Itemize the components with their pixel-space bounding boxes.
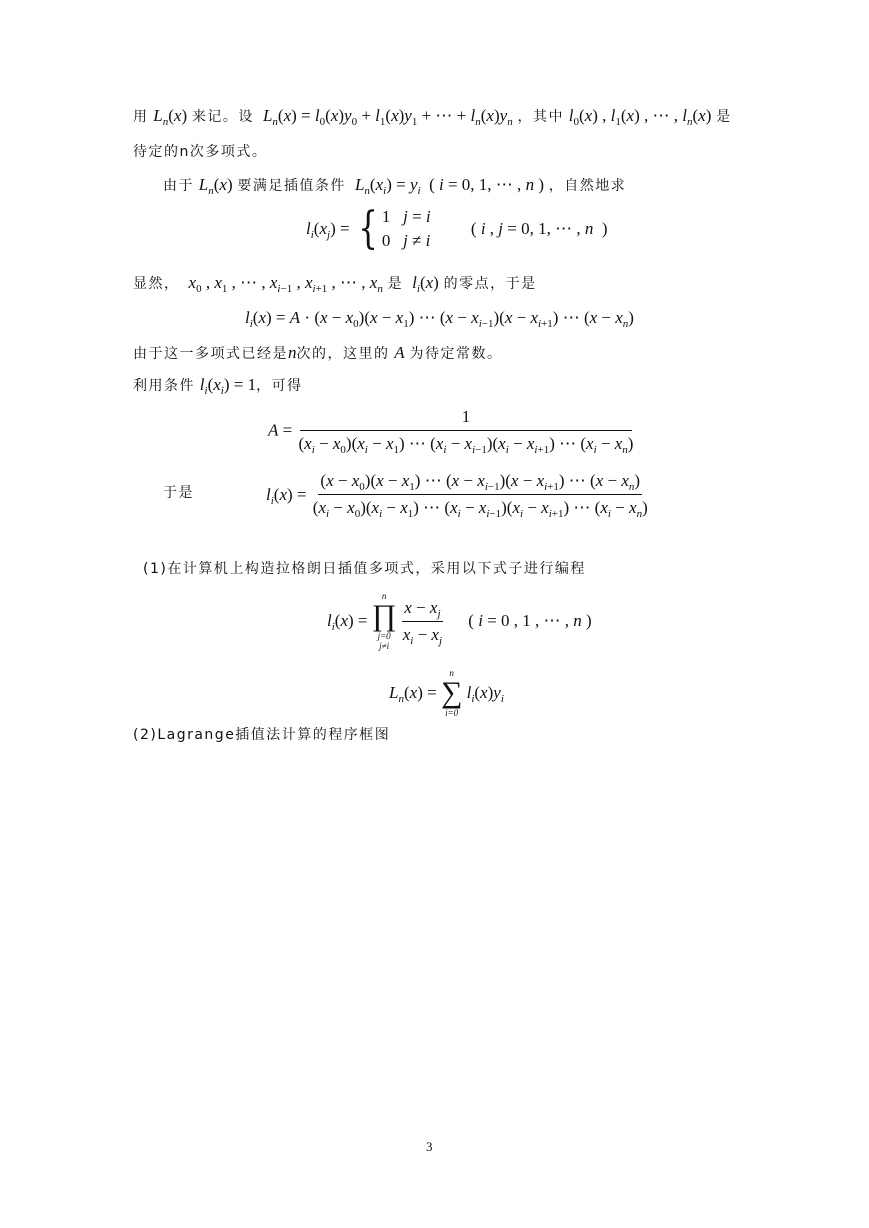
equation-constant-a: A = $\frac{1}{(x_i - x_0)(x_i - x_1) \cdots (x_i - x_{i-1})(x_i - x_{i+1}) \cdots (x_i - x_n)}$ <box>268 407 634 456</box>
math-inline: A <box>394 343 405 362</box>
math-inline: $l_0(x)$ , $l_1(x)$ , ⋯ , $l_n(x)$ <box>568 106 712 128</box>
text-segment: ，可得 <box>256 378 303 394</box>
text-segment: 为待定常数。 <box>409 346 503 362</box>
text-segment: ，其中 <box>517 109 564 125</box>
text-line-2: 待定的n次多项式。 <box>133 144 268 160</box>
equation-sum-formula: $L_n(x)$ = n ∑ i=0 $l_i(x)y_i$ <box>389 668 504 718</box>
equation-product-form: $l_i(x) = A \cdot (x - x_0)(x - x_1)$ ⋯ $(x - x_{i-1})(x - x_{i+1})$ ⋯ $(x - x_n)$ <box>245 308 634 330</box>
text-line-3 <box>163 174 626 197</box>
text-segment: 的零点，于是 <box>443 276 537 292</box>
math-inline: $x_0$ , $x_1$ , ⋯ , $x_{i-1}$ , $x_{i+1}$ , ⋯ , $x_n$ <box>188 273 383 295</box>
text-segment: 由于这一多项式已经是 <box>133 346 288 362</box>
text-segment: 由于 <box>163 178 194 194</box>
text-segment: 利用条件 <box>133 378 195 394</box>
text-segment: 用 <box>133 109 149 125</box>
text-line-14: (2)Lagrange插值法计算的程序框图 <box>133 727 391 743</box>
math-inline: n <box>288 343 297 362</box>
text-line-5 <box>133 272 537 295</box>
text-line-8 <box>133 374 303 397</box>
text-segment: 来记。设 <box>191 109 254 125</box>
text-line-7 <box>133 342 502 365</box>
math-inline: $L_n(x) = l_0(x)y_0 + l_1(x)y_1$ + ⋯ + $l_n(x)y_n$ <box>262 106 513 128</box>
text-line-11: (1)在计算机上构造拉格朗日插值多项式，采用以下式子进行编程 <box>143 561 586 577</box>
text-segment: ，自然地求 <box>548 178 627 194</box>
equation-piecewise: $l_i(x_j)$ = { 1 j = i 0 j ≠ i ( i , j = 0, 1, ⋯ , n ) <box>306 203 608 254</box>
math-inline: $L_n(x)$ <box>153 106 188 128</box>
text-segment: 次的，这里的 <box>296 346 390 362</box>
math-inline: $L_n(x)$ <box>198 175 233 197</box>
math-inline: $l_i(x_i) = 1$ <box>199 375 257 397</box>
equation-product-formula: $l_i(x)$ = n ∏ j=0 j≠i $\frac{x - x_j}{x_i - x_j}$ ( i = 0 , 1 , ⋯ , n ) <box>327 591 592 651</box>
text-segment: 显然， <box>133 276 180 292</box>
text-segment: 是 <box>716 109 732 125</box>
text-segment: 是 <box>387 276 404 292</box>
math-inline: $l_i(x)$ <box>412 273 439 295</box>
equation-basis-fraction: $l_i(x)$ = $\frac{(x - x_0)(x - x_1) \cdots (x - x_{i-1})(x - x_{i+1}) \cdots (x - x_n)}{(x_i - x_0)(x_i - x_1) \cdots (x_i - x_{i-1})(x_i - x_{i+1}) \cdots (x_i - x_n)}$ <box>266 471 648 520</box>
text-line-1 <box>133 105 732 128</box>
text-line-10: 于是 <box>163 485 194 501</box>
text-segment: 要满足插值条件 <box>237 178 346 194</box>
math-inline: $L_n(x_i) = y_i$ ( i = 0, 1, ⋯ , n ) <box>354 175 544 197</box>
page-number: 3 <box>426 1139 433 1154</box>
